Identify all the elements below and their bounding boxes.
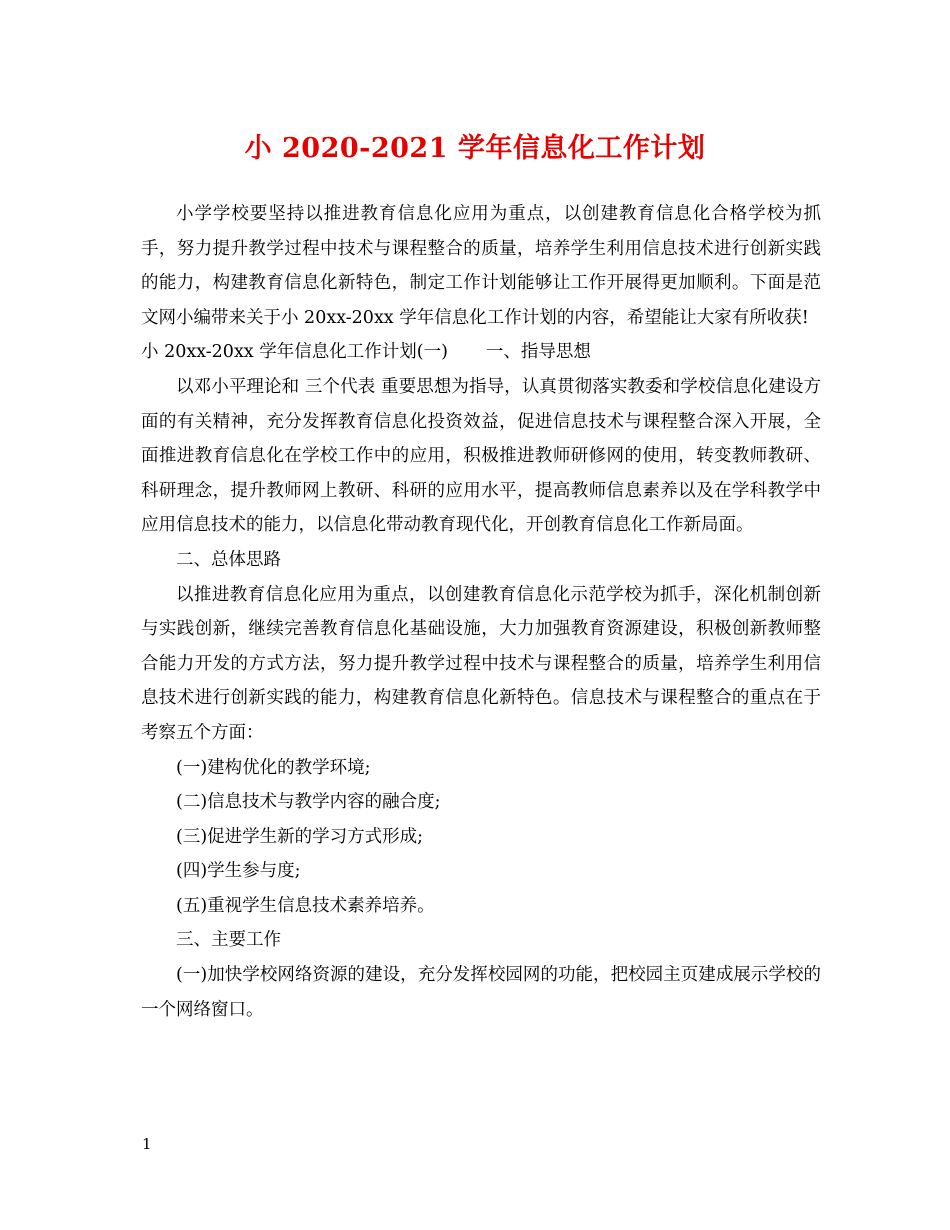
plan-heading-line <box>141 335 821 370</box>
section-heading-overall-approach: 二、总体思路 <box>176 549 281 570</box>
section-heading-guiding-ideology: 一、指导思想 <box>485 342 591 363</box>
section-heading-main-work: 三、主要工作 <box>176 930 281 951</box>
page-number: 1 <box>142 1135 152 1153</box>
intro-paragraph: 小学学校要坚持以推进教育信息化应用为重点，以创建教育信息化合格学校为抓手，努力提升教学过程中技术与课程整合的质量，培养学生利用信息技术进行创新实践的能力，构建教育信息化新特色，制定工作计划能够让工作开展得更加顺利。下面是范文网小编带来关于小 20xx-20xx 学年信息化工作计划的内容，希望能让大家有所收获! <box>141 204 821 328</box>
main-work-paragraph: (一)加快学校网络资源的建设，充分发挥校园网的功能，把校园主页建成展示学校的一个网络窗口。 <box>141 965 821 1020</box>
document-body <box>141 197 821 1027</box>
list-item: (五)重视学生信息技术素养培养。 <box>176 895 435 916</box>
plan-heading: 小 20xx-20xx 学年信息化工作计划(一) <box>141 342 448 363</box>
list-item: (二)信息技术与教学内容的融合度; <box>176 792 441 813</box>
document-title: 小 2020-2021 学年信息化工作计划 <box>244 133 706 164</box>
list-item: (一)建构优化的教学环境; <box>176 757 371 778</box>
overall-approach-paragraph: 以推进教育信息化应用为重点，以创建教育信息化示范学校为抓手，深化机制创新与实践创新，继续完善教育信息化基础设施，大力加强教育资源建设，积极创新教师整合能力开发的方式方法，努力提升教学过程中技术与课程整合的质量，培养学生利用信息技术进行创新实践的能力，构建教育信息化新特色。信息技术与课程整合的重点在于考察五个方面： <box>141 584 821 743</box>
list-item: (四)学生参与度; <box>176 861 301 882</box>
guiding-ideology-paragraph: 以邓小平理论和 三个代表 重要思想为指导，认真贯彻落实教委和学校信息化建设方面的有关精神，充分发挥教育信息化投资效益，促进信息技术与课程整合深入开展，全面推进教育信息化在学校工作中的应用，积极推进教师研修网的使用，转变教师教研、科研理念，提升教师网上教研、科研的应用水平，提高教师信息素养以及在学科教学中应用信息技术的能力，以信息化带动教育现代化，开创教育信息化工作新局面。 <box>141 376 821 536</box>
list-item: (三)促进学生新的学习方式形成; <box>176 826 424 847</box>
